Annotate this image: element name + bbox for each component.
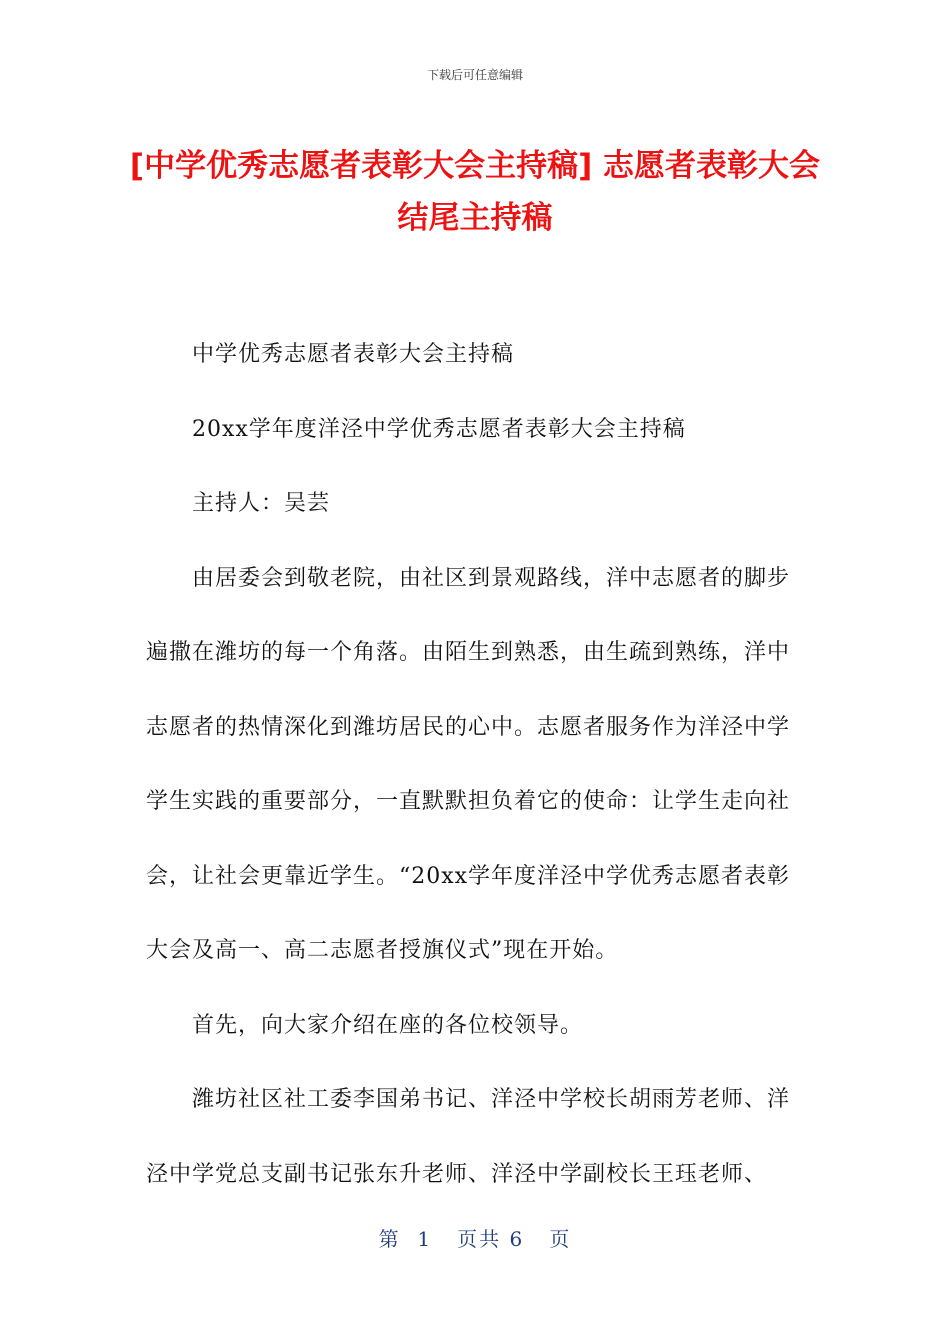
document-title: [中学优秀志愿者表彰大会主持稿] 志愿者表彰大会结尾主持稿: [129, 148, 821, 236]
paragraph-6: 潍坊社区社工委李国弟书记、洋泾中学校长胡雨芳老师、洋泾中学党总支副书记张东升老师、洋泾中学副校长王珏老师、: [146, 1087, 791, 1187]
document-body: [146, 318, 796, 1212]
paragraph-2: 20xx学年度洋泾中学优秀志愿者表彰大会主持稿: [192, 416, 686, 442]
paragraph-1: 中学优秀志愿者表彰大会主持稿: [192, 342, 515, 367]
page-footer-number: 第 1 页共 6 页: [378, 1227, 572, 1251]
page-header-note: 下载后可任意编辑: [426, 68, 523, 82]
paragraph-5: 首先，向大家介绍在座的各位校领导。: [192, 1012, 584, 1038]
paragraph-4: 由居委会到敬老院，由社区到景观路线，洋中志愿者的脚步遍撒在潍坊的每一个角落。由陌生到熟悉，由生疏到熟练，洋中志愿者的热情深化到潍坊居民的心中。志愿者服务作为洋泾中学学生实践的重要部分，一直默默担负着它的使命：让学生走向社会，让社会更靠近学生。“20xx学年度洋泾中学优秀志愿者表彰大会及高一、高二志愿者授旗仪式”现在开始。: [146, 565, 791, 963]
paragraph-3: 主持人：吴芸: [192, 491, 331, 516]
